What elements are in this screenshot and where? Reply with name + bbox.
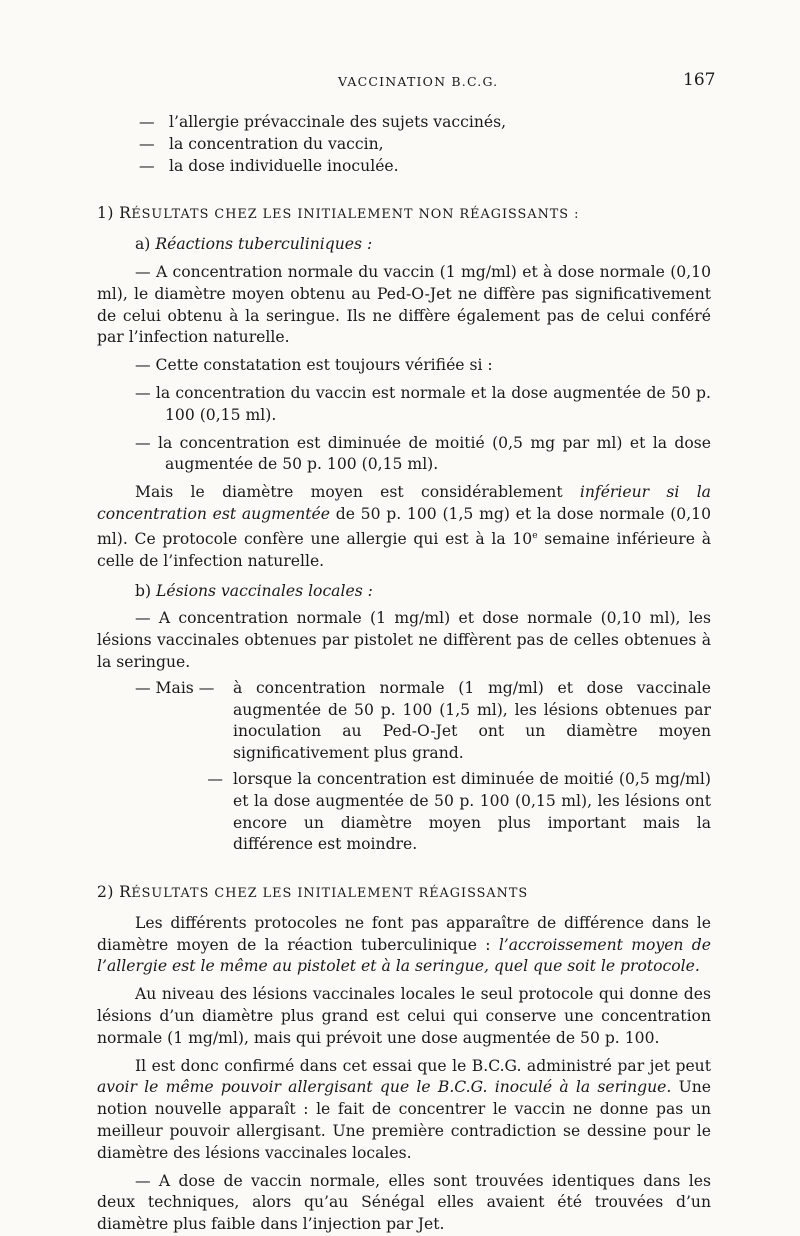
paragraph: Il est donc confirmé dans cet essai que le B.C.G. administré par jet peut avoir le même pouvoir allergisant que le B.C.G. inoculé à la seringue. Une notion nouvelle apparaît : le fait de concentrer le vaccin ne donne pas un meilleur pouvoir allergisant. Une première contradiction se dessine pour le diamètre des lésions vaccinales locales. (97, 1056, 711, 1162)
subsection-a-heading: a) Réactions tuberculiniques : (135, 235, 373, 254)
section-2-heading: 2) RÉSULTATS CHEZ LES INITIALEMENT RÉAGISSANTS (97, 883, 529, 902)
list-item: à concentration normale (1 mg/ml) et dose vaccinale augmentée de 50 p. 100 (1,5 ml), les lésions obtenues par inoculation au Ped-O-Jet ont un diamètre moyen significativement plus grand. (233, 678, 711, 763)
paragraph: Mais le diamètre moyen est considérablement inférieur si la concentration est augmentée de 50 p. 100 (1,5 mg) et la dose normale (0,10 ml). Ce protocole confère une allergie qui est à la 10e semaine inférieure à celle de l’infection naturelle. (97, 483, 711, 570)
list-item: — la dose individuelle inoculée. (139, 156, 399, 175)
paragraph: — A concentration normale (1 mg/ml) et dose normale (0,10 ml), les lésions vaccinales obtenues par pistolet ne diffèrent pas de celles obtenues à la seringue. (97, 609, 711, 671)
mais-item (97, 769, 711, 856)
mais-lead: — Mais — (135, 678, 215, 697)
intro-list (97, 112, 711, 177)
paragraph: Au niveau des lésions vaccinales locales le seul protocole qui donne des lésions d’un diamètre plus grand est celui qui conserve une concentration normale (1 mg/ml), mais qui prévoit une dose augmentée de 50 p. 100. (97, 985, 711, 1047)
list-item: — la concentration est diminuée de moitié (0,5 mg par ml) et la dose augmentée de 50 p. 100 (0,15 ml). (135, 433, 711, 474)
page-number: 167 (683, 70, 716, 90)
list-item: — la concentration du vaccin est normale et la dose augmentée de 50 p. 100 (0,15 ml). (135, 383, 711, 424)
paragraph: — A dose de vaccin normale, elles sont trouvées identiques dans les deux techniques, alors qu’au Sénégal elles avaient été trouvées d’un diamètre plus faible dans l’injection par Jet. (97, 1171, 711, 1234)
paragraph: — A concentration normale du vaccin (1 mg/ml) et à dose normale (0,10 ml), le diamètre moyen obtenu au Ped-O-Jet ne diffère pas significativement de celui obtenu à la seringue. Ils ne diffère également pas de celui conféré par l’infection naturelle. (97, 262, 711, 347)
section-1-heading: 1) RÉSULTATS CHEZ LES INITIALEMENT NON RÉAGISSANTS : (97, 204, 580, 223)
running-title: VACCINATION B.C.G. (338, 74, 499, 89)
running-header (0, 70, 800, 94)
page-body (97, 112, 711, 1236)
list-item: — la concentration du vaccin, (139, 134, 384, 153)
paragraph: — Cette constatation est toujours vérifiée si : (135, 356, 493, 375)
subsection-b-heading: b) Lésions vaccinales locales : (135, 581, 373, 600)
mais-item (97, 678, 711, 765)
paragraph: Les différents protocoles ne font pas apparaître de différence dans le diamètre moyen de la réaction tuberculinique : l’accroissement moyen de l’allergie est le même au pistolet et à la seringue, quel que soit le protocole. (97, 913, 711, 976)
list-item: — l’allergie prévaccinale des sujets vaccinés, (139, 113, 507, 131)
dash: — (207, 769, 223, 788)
list-item: lorsque la concentration est diminuée de moitié (0,5 mg/ml) et la dose augmentée de 50 p. 100 (0,15 ml), les lésions ont encore un diamètre moyen plus important mais la différence est moindre. (233, 769, 711, 854)
